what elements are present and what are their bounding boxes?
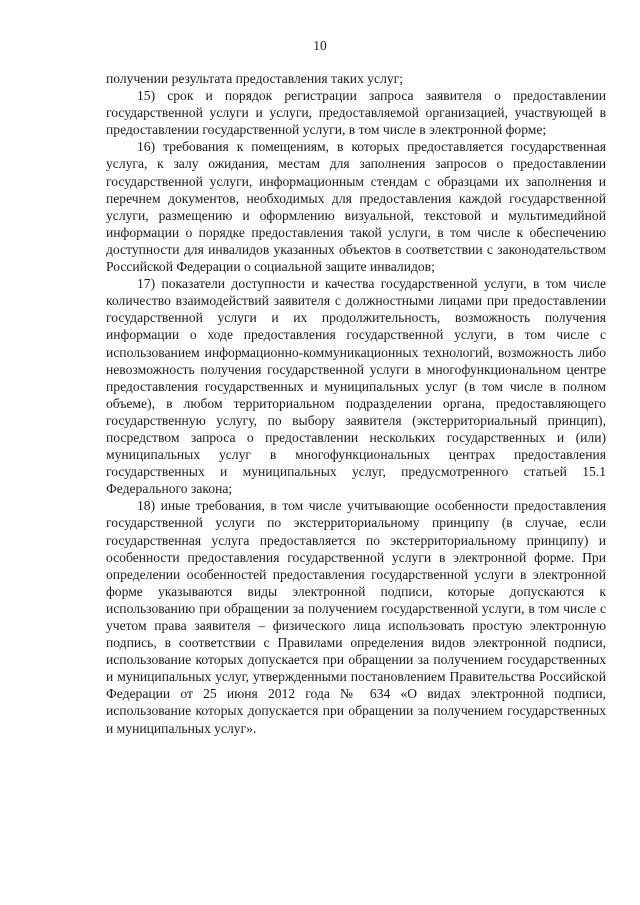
page-number: 10 xyxy=(313,38,327,53)
paragraph-item-17: 17) показатели доступности и качества государственной услуги, в том числе количество взаимодействий заявителя с должностными лицами при предоставлении государственной услуги и их продолжительность, возможность получения информации о ходе предоставления государственной услуги, в том числе с использованием информационно-коммуникационных технологий, возможность либо невозможность получения государственной услуги в многофункциональном центре предоставления государственных и муниципальных услуг (в том числе в полном объеме), в любом территориальном подразделении органа, предоставляющего государственную услугу, по выбору заявителя (экстерриториальный принцип), посредством запроса о предоставлении нескольких государственных и (или) муниципальных услуг в многофункциональных центрах предоставления государственных и муниципальных услуг, предусмотренного статьей 15.1 Федерального закона; xyxy=(106,276,606,497)
paragraph-item-15: 15) срок и порядок регистрации запроса заявителя о предоставлении государственной услуги и услуги, предоставляемой организацией, участвующей в предоставлении государственной услуги, в том числе в электронной форме; xyxy=(106,88,606,138)
paragraph-continuation: получении результата предоставления таких услуг; xyxy=(106,71,404,86)
paragraph-item-18: 18) иные требования, в том числе учитывающие особенности предоставления государственной услуги по экстерриториальному принципу (в случае, если государственная услуга предоставляется по экстерриториальному принципу) и особенности предоставления государственной услуги в электронной форме. При определении особенностей предоставления государственной услуги в электронной форме указываются виды электронной подписи, которые допускаются к использованию при обращении за получением государственной услуги, в том числе с учетом права заявителя – физического лица использовать простую электронную подпись, в соответствии с Правилами определения видов электронной подписи, использование которых допускается при обращении за получением государственных и муниципальных услуг, утвержденными постановлением Правительства Российской Федерации от 25 июня 2012 года № 634 «О видах электронной подписи, использование которых допускается при обращении за получением государственных и муниципальных услуг». xyxy=(106,498,606,736)
document-body xyxy=(106,70,606,737)
paragraph-item-16: 16) требования к помещениям, в которых предоставляется государственная услуга, к залу ожидания, местам для заполнения запросов о предоставлении государственной услуги, информационным стендам с образцами их заполнения и перечнем документов, необходимых для предоставления каждой государственной услуги, размещению и оформлению визуальной, текстовой и мультимедийной информации о порядке предоставления такой услуги, в том числе к обеспечению доступности для инвалидов указанных объектов в соответствии с законодательством Российской Федерации о социальной защите инвалидов; xyxy=(106,139,606,275)
